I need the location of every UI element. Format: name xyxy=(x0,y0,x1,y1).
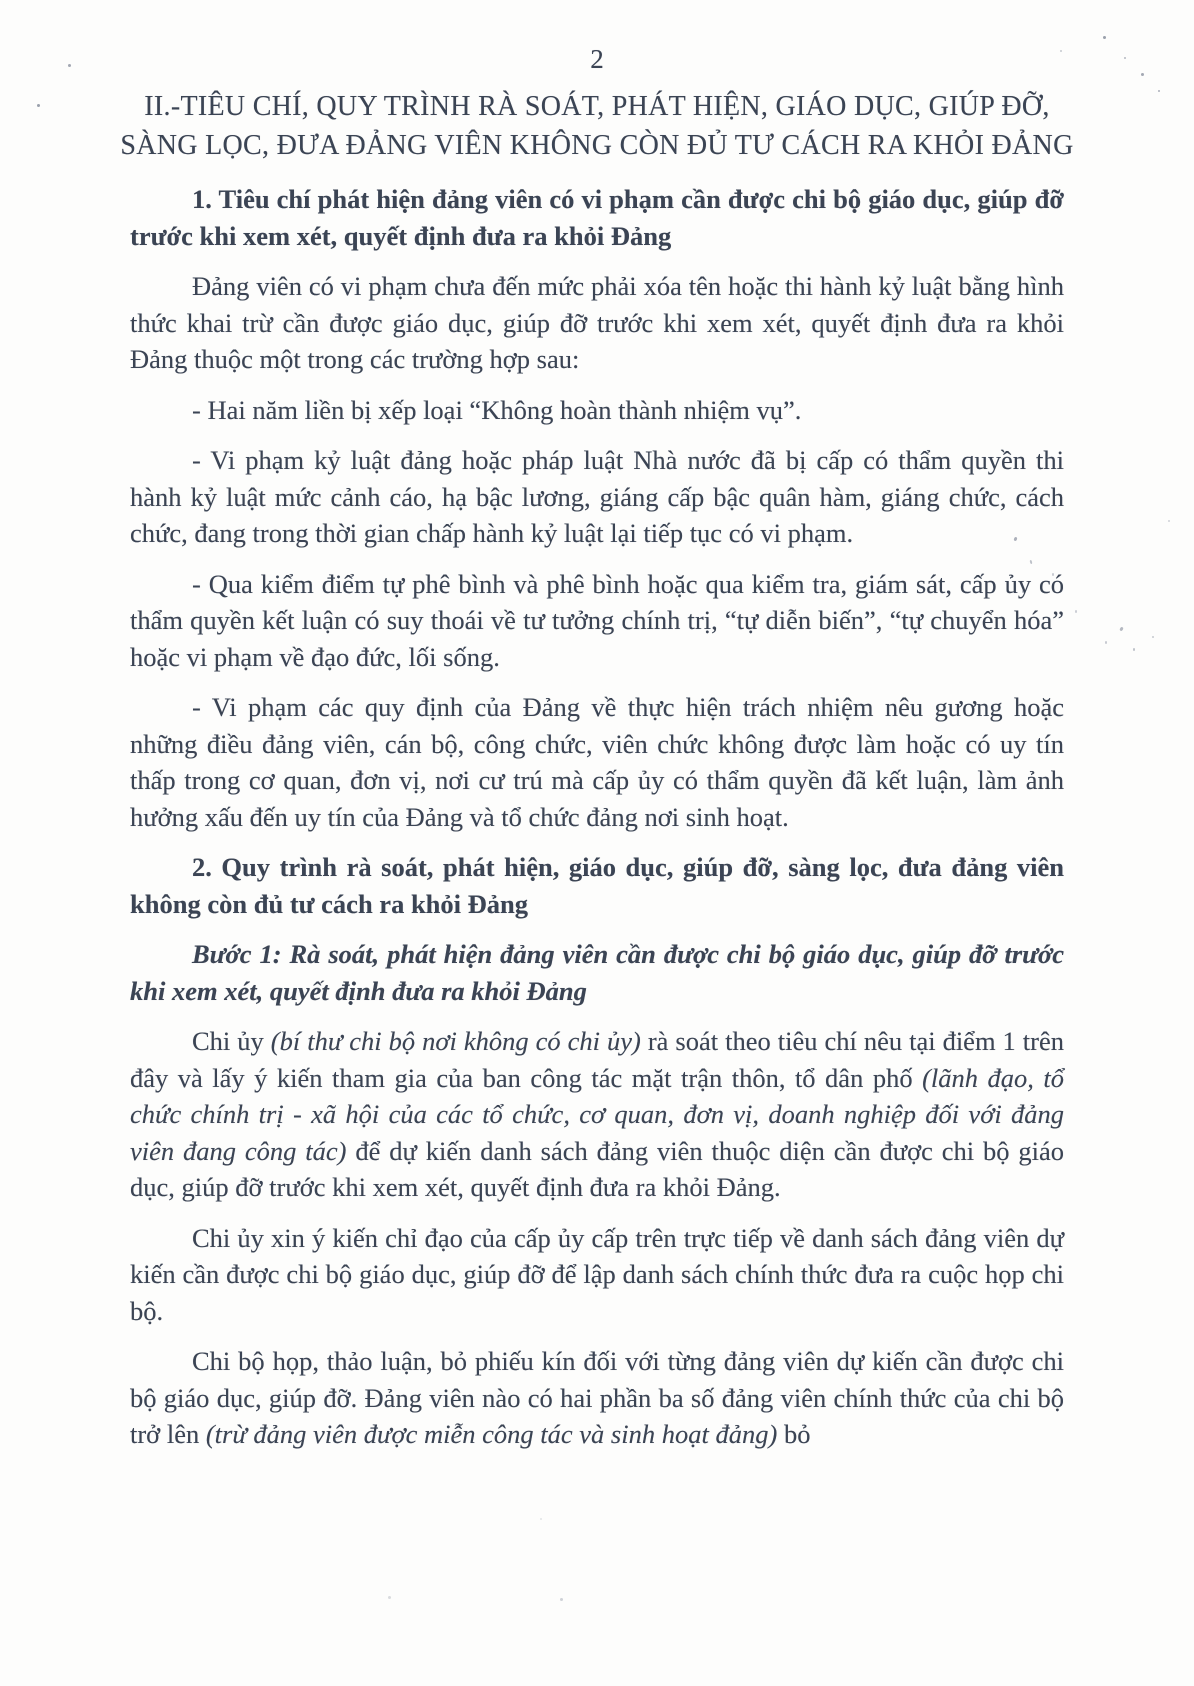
section-heading-line2: SÀNG LỌC, ĐƯA ĐẢNG VIÊN KHÔNG CÒN ĐỦ TƯ CÁCH RA KHỎI ĐẢNG xyxy=(120,130,1074,161)
text-run: Chi ủy xin ý kiến chỉ đạo của cấp ủy cấp trên trực tiếp về danh sách đảng viên dự kiến cần được chi bộ giáo dục, giúp đỡ để lập danh sách chính thức đưa ra cuộc họp chi bộ. xyxy=(130,1222,1064,1326)
scan-speckle xyxy=(1152,636,1154,638)
paragraph-step1-a xyxy=(130,1023,1064,1206)
list-item-4 xyxy=(130,689,1064,835)
text-run: rà soát theo tiêu chí nêu tại điểm 1 trên đây và lấy ý kiến tham gia của ban công tác mặt trận thôn, tổ dân phố xyxy=(130,1026,1064,1093)
paragraph-step1-b xyxy=(130,1220,1064,1330)
text-run: Bước 1: Rà soát, phát hiện đảng viên cần được chi bộ giáo dục, giúp đỡ trước khi xem xét, quyết định đưa ra khỏi Đảng xyxy=(130,939,1064,1006)
subheading-1 xyxy=(130,181,1064,254)
subheading-2 xyxy=(130,849,1064,922)
scan-speckle xyxy=(388,1596,391,1599)
text-run: bỏ xyxy=(777,1419,811,1449)
paragraph-step1-c xyxy=(130,1343,1064,1453)
text-run: - Qua kiểm điểm tự phê bình và phê bình hoặc qua kiểm tra, giám sát, cấp ủy có thẩm quyền kết luận có suy thoái về tư tưởng chính trị, “tự diễn biến”, “tự chuyển hóa” hoặc vi phạm về đạo đức, lối sống. xyxy=(130,568,1064,672)
step-1-heading xyxy=(130,936,1064,1009)
text-run: Đảng viên có vi phạm chưa đến mức phải xóa tên hoặc thi hành kỷ luật bằng hình thức khai trừ cần được giáo dục, giúp đỡ trước khi xem xét, quyết định đưa ra khỏi Đảng thuộc một trong các trường hợp sau: xyxy=(130,271,1064,374)
paragraph-intro xyxy=(130,268,1064,378)
italic-text-run: (lãnh đạo, tổ chức chính trị - xã hội của các tổ chức, cơ quan, đơn vị, doanh nghiệp đối với đảng viên đang công tác) xyxy=(130,1062,1064,1166)
scan-speckle xyxy=(1168,520,1170,522)
list-item-1 xyxy=(130,392,1064,429)
scan-speckle xyxy=(1105,641,1107,644)
list-item-3 xyxy=(130,566,1064,676)
italic-text-run: (bí thư chi bộ nơi không có chi ủy) xyxy=(270,1026,641,1056)
text-run: 1. Tiêu chí phát hiện đảng viên có vi phạm cần được chi bộ giáo dục, giúp đỡ trước khi xem xét, quyết định đưa ra khỏi Đảng xyxy=(130,184,1064,251)
text-run: để dự kiến danh sách đảng viên thuộc diện cần được chi bộ giáo dục, giúp đỡ trước khi xem xét, quyết định đưa ra khỏi Đảng. xyxy=(130,1135,1064,1202)
scan-speckle xyxy=(1133,648,1135,651)
section-heading-line1: II.-TIÊU CHÍ, QUY TRÌNH RÀ SOÁT, PHÁT HIỆN, GIÁO DỤC, GIÚP ĐỠ, xyxy=(144,91,1050,122)
text-run: - Vi phạm các quy định của Đảng về thực hiện trách nhiệm nêu gương hoặc những điều đảng viên, cán bộ, công chức, viên chức không được làm hoặc có uy tín thấp trong cơ quan, đơn vị, nơi cư trú mà cấp ủy có thẩm quyền đã kết luận, làm ảnh hưởng xấu đến uy tín của Đảng và tổ chức đảng nơi sinh hoạt. xyxy=(130,692,1064,832)
text-run: - Hai năm liền bị xếp loại “Không hoàn thành nhiệm vụ”. xyxy=(192,394,802,425)
page-number: 2 xyxy=(590,44,604,74)
italic-text-run: (trừ đảng viên được miễn công tác và sinh hoạt đảng) xyxy=(205,1419,778,1449)
section-heading xyxy=(0,87,1194,165)
scan-speckle xyxy=(1075,610,1077,613)
scan-speckle xyxy=(540,1518,542,1520)
text-run: Chi bộ họp, thảo luận, bỏ phiếu kín đối với từng đảng viên dự kiến cần được chi bộ giáo dục, giúp đỡ. Đảng viên nào có hai phần ba số đảng viên chính thức của chi bộ trở lên xyxy=(130,1346,1064,1449)
list-item-2 xyxy=(130,442,1064,552)
scan-speckle xyxy=(1119,627,1124,632)
text-run: 2. Quy trình rà soát, phát hiện, giáo dục, giúp đỡ, sàng lọc, đưa đảng viên không còn đủ tư cách ra khỏi Đảng xyxy=(130,852,1064,919)
document-body xyxy=(130,181,1064,1453)
scan-speckle xyxy=(560,1598,563,1601)
text-run: Chi ủy xyxy=(192,1026,271,1056)
text-run: - Vi phạm kỷ luật đảng hoặc pháp luật Nhà nước đã bị cấp có thẩm quyền thi hành kỷ luật mức cảnh cáo, hạ bậc lương, giáng cấp bậc quân hàm, giáng chức, cách chức, đang trong thời gian chấp hành kỷ luật lại tiếp tục có vi phạm. xyxy=(130,445,1064,548)
